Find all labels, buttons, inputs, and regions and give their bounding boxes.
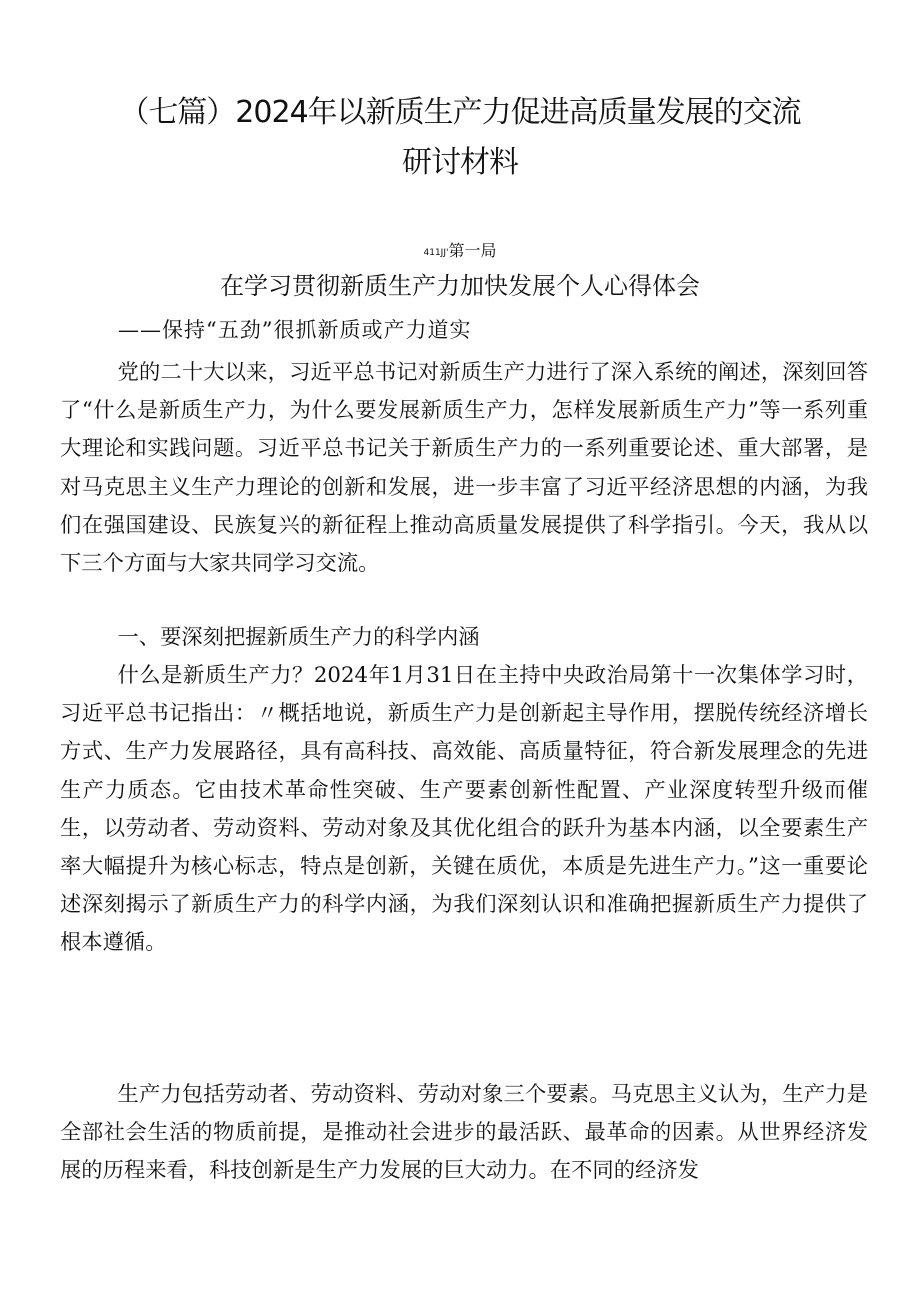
chapter-label-text: 第一局 — [448, 241, 497, 260]
document-title — [60, 88, 860, 188]
document-title-line-2: 研讨材料 — [402, 145, 518, 180]
paragraph-definition: 什么是新质生产力？2024年1月31日在主持中央政治局第十一次集体学习时，习近平总书记指出：〃概括地说，新质生产力是创新起主导作用，摆脱传统经济增长方式、生产力发展路径，具有高科技、高效能、高质量特征，符合新发展理念的先进生产力质态。它由技术革命性突破、生产要素创新性配置、产业深度转型升级而催生，以劳动者、劳动资料、劳动对象及其优化组合的跃升为基本内涵，以全要素生产率大幅提升为核心标志，特点是创新，关键在质优，本质是先进生产力。”这一重要论述深刻揭示了新质生产力的科学内涵，为我们深刻认识和准确把握新质生产力提供了根本遵循。 — [60, 663, 868, 956]
chapter-label-prefix: 411JJ' — [423, 248, 449, 258]
paragraph-intro: 党的二十大以来，习近平总书记对新质生产力进行了深入系统的阐述，深刻回答了“什么是新质生产力，为什么要发展新质生产力，怎样发展新质生产力”等一系列重大理论和实践问题。习近平总书记关于新质生产力的一系列重要论述、重大部署，是对马克思主义生产力理论的创新和发展，进一步丰富了习近平经济思想的内涵，为我们在强国建设、民族复兴的新征程上推动高质量发展提供了科学指引。今天，我从以下三个方面与大家共同学习交流。 — [60, 360, 868, 577]
document-title-line-1: （七篇）2024年以新质生产力促进高质量发展的交流 — [119, 95, 801, 130]
chapter-subtitle: ——保持“五劲”很抓新质或产力道实 — [118, 318, 472, 342]
section-heading-1: 一、要深刻把握新质生产力的科学内涵 — [117, 625, 480, 650]
paragraph-productivity: 生产力包括劳动者、劳动资料、劳动对象三个要素。马克思主义认为，生产力是全部社会生活的物质前提，是推动社会进步的最活跃、最革命的因素。从世界经济发展的历程来看，科技创新是生产力发展的巨大动力。在不同的经济发 — [60, 1082, 868, 1184]
chapter-label — [360, 240, 560, 264]
chapter-title: 在学习贯彻新质生产力加快发展个人心得体会 — [220, 272, 700, 300]
